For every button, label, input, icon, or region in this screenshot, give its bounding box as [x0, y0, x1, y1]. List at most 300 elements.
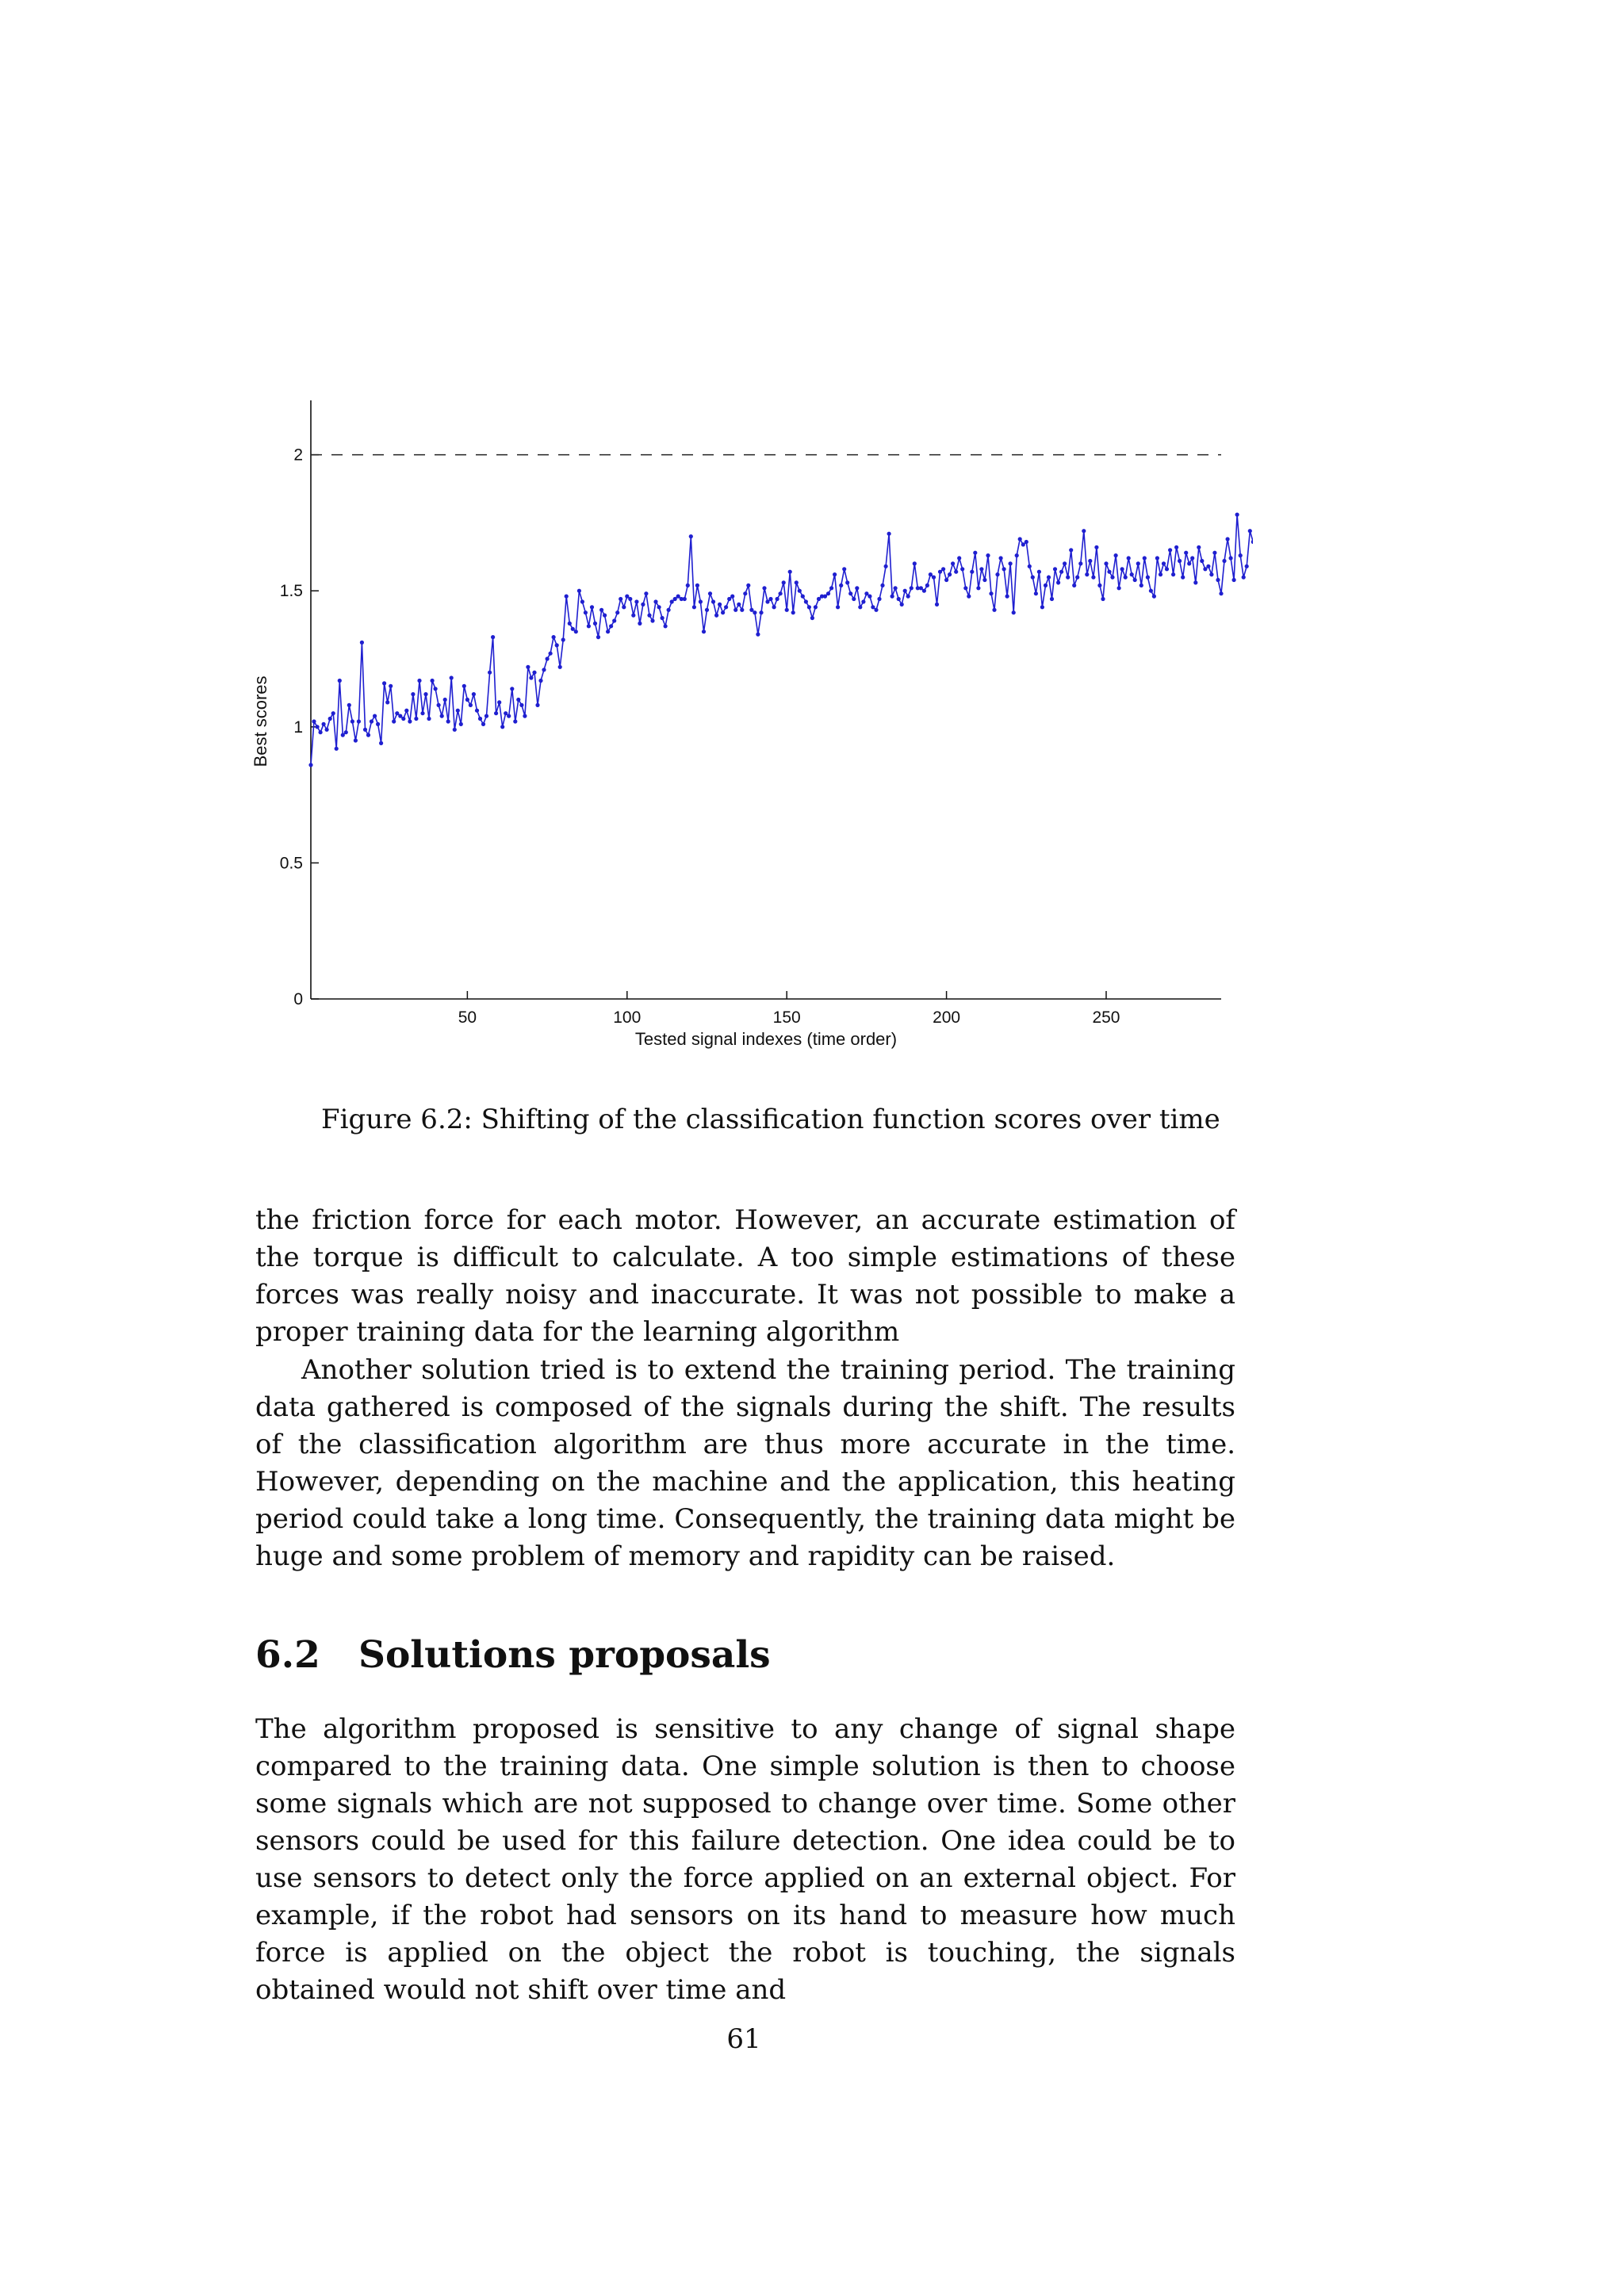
data-point: [1120, 567, 1124, 571]
data-point: [1069, 548, 1073, 552]
data-point: [584, 610, 588, 614]
data-point: [788, 570, 792, 574]
data-point: [558, 665, 562, 669]
data-point: [708, 591, 712, 595]
data-point: [1002, 567, 1006, 571]
data-point: [408, 719, 412, 723]
data-point: [791, 610, 795, 614]
data-point: [325, 728, 329, 732]
data-point: [785, 608, 789, 612]
data-point: [817, 597, 821, 601]
data-point: [884, 564, 888, 568]
data-point: [523, 714, 527, 718]
x-tick-label: 250: [1092, 1008, 1120, 1027]
data-point: [513, 719, 517, 723]
page-number: 61: [726, 2023, 761, 2055]
data-point: [510, 687, 514, 691]
data-point: [494, 711, 498, 715]
data-point: [443, 698, 447, 702]
data-point: [702, 629, 706, 633]
data-point: [542, 668, 546, 672]
data-point: [801, 595, 805, 599]
data-point: [446, 719, 450, 723]
data-point: [538, 679, 542, 683]
section-title: Solutions proposals: [358, 1633, 771, 1677]
data-point: [836, 605, 840, 609]
data-point: [341, 733, 345, 737]
data-point: [938, 570, 942, 574]
data-point: [1187, 561, 1191, 565]
data-point: [462, 684, 466, 688]
data-point: [759, 610, 763, 614]
data-point: [906, 595, 910, 599]
figure-chart: [238, 388, 1253, 1070]
data-point: [1066, 576, 1070, 580]
line-chart: [238, 388, 1253, 1070]
data-point: [376, 722, 380, 726]
data-point: [497, 700, 501, 704]
data-point: [1219, 591, 1223, 595]
data-point: [1155, 556, 1159, 560]
data-point: [469, 703, 473, 707]
data-point: [1097, 584, 1101, 587]
data-point: [615, 610, 619, 614]
data-point: [848, 591, 852, 595]
data-point: [1229, 556, 1233, 560]
data-point: [1009, 561, 1013, 565]
data-point: [667, 608, 671, 612]
data-point: [1248, 529, 1252, 533]
data-point: [880, 584, 884, 587]
data-point: [1056, 580, 1060, 584]
x-tick-label: 200: [933, 1008, 961, 1027]
data-point: [622, 605, 626, 609]
data-point: [891, 595, 894, 599]
data-point: [903, 589, 907, 593]
data-point: [1130, 572, 1134, 576]
data-point: [935, 603, 939, 607]
data-point: [727, 597, 731, 601]
data-point: [535, 703, 539, 707]
data-point: [395, 711, 399, 715]
data-point: [335, 747, 339, 751]
data-point: [941, 567, 945, 571]
data-point: [552, 635, 556, 639]
data-point: [1025, 540, 1028, 544]
data-point: [1226, 537, 1230, 541]
x-tick-label: 150: [772, 1008, 801, 1027]
data-point: [1015, 553, 1019, 557]
data-point: [1085, 572, 1089, 576]
data-point: [434, 687, 438, 691]
data-point: [392, 719, 396, 723]
series-group: [308, 447, 1253, 767]
data-point: [1216, 578, 1220, 582]
data-point: [772, 605, 776, 609]
data-point: [823, 595, 827, 599]
data-point: [488, 671, 492, 675]
data-point: [1251, 540, 1253, 544]
data-point: [363, 728, 367, 732]
data-point: [1181, 576, 1185, 580]
data-point: [526, 665, 530, 669]
data-point: [1143, 556, 1147, 560]
data-point: [1242, 576, 1246, 580]
data-point: [420, 711, 424, 715]
y-tick-label: 2: [293, 446, 303, 465]
data-point: [382, 681, 386, 685]
data-point: [1190, 556, 1194, 560]
data-point: [360, 641, 364, 645]
data-point: [1053, 567, 1057, 571]
data-point: [1235, 513, 1239, 517]
data-point: [711, 599, 715, 603]
data-point: [1136, 561, 1140, 565]
data-point: [431, 679, 435, 683]
data-point: [411, 692, 415, 696]
data-point: [1072, 584, 1076, 587]
data-point: [970, 570, 974, 574]
data-point: [1063, 561, 1067, 565]
data-point: [440, 714, 444, 718]
data-point: [373, 714, 377, 718]
data-point: [1212, 551, 1216, 555]
data-point: [1171, 572, 1175, 576]
data-point: [312, 719, 316, 723]
data-point: [1114, 553, 1118, 557]
data-point: [344, 730, 348, 734]
data-point: [929, 572, 933, 576]
y-tick-label: 0.5: [279, 854, 303, 873]
data-point: [740, 608, 744, 612]
data-point: [587, 624, 591, 628]
data-point: [638, 622, 642, 626]
data-point: [561, 637, 565, 641]
data-point: [954, 570, 958, 574]
data-point: [730, 595, 734, 599]
data-point: [657, 605, 661, 609]
data-point: [1232, 578, 1236, 582]
data-point: [612, 618, 616, 622]
data-point: [519, 703, 523, 707]
data-point: [839, 584, 843, 587]
data-point: [555, 643, 559, 647]
data-point: [989, 591, 993, 595]
data-point: [481, 722, 485, 726]
data-point: [580, 599, 584, 603]
data-point: [1028, 564, 1032, 568]
data-point: [1082, 529, 1086, 533]
data-point: [504, 711, 508, 715]
data-point: [1078, 561, 1082, 565]
data-point: [423, 692, 427, 696]
data-point: [695, 584, 699, 587]
data-point: [999, 556, 1003, 560]
data-point: [385, 700, 389, 704]
data-point: [529, 675, 533, 679]
data-point: [319, 730, 323, 734]
data-point: [1018, 537, 1022, 541]
data-point: [475, 709, 479, 713]
data-point: [963, 586, 967, 590]
data-point: [516, 698, 520, 702]
data-point: [401, 717, 405, 721]
data-point: [1245, 564, 1249, 568]
data-point: [1146, 576, 1150, 580]
data-point: [1209, 572, 1213, 576]
data-point: [951, 561, 955, 565]
y-tick-label: 1.5: [279, 582, 303, 601]
data-point: [910, 586, 914, 590]
data-point: [724, 605, 728, 609]
data-point: [922, 589, 926, 593]
data-point: [705, 608, 709, 612]
data-point: [1178, 559, 1182, 563]
data-point: [858, 605, 862, 609]
data-point: [354, 738, 358, 742]
data-point: [366, 733, 370, 737]
data-point: [779, 591, 783, 595]
data-point: [676, 595, 680, 599]
x-tick-label: 50: [458, 1008, 477, 1027]
data-point: [919, 586, 923, 590]
data-point: [814, 605, 818, 609]
data-point: [1197, 545, 1201, 549]
data-point: [596, 635, 600, 639]
data-point: [491, 635, 495, 639]
data-point: [982, 578, 986, 582]
data-point: [807, 605, 811, 609]
data-point: [795, 580, 799, 584]
data-point: [1059, 570, 1063, 574]
data-point: [948, 572, 952, 576]
data-point: [628, 597, 632, 601]
data-point: [673, 597, 677, 601]
data-point: [721, 610, 725, 614]
data-point: [749, 608, 753, 612]
data-point: [894, 586, 898, 590]
data-point: [568, 622, 572, 626]
data-point: [1034, 591, 1038, 595]
data-point: [631, 614, 635, 618]
data-point: [574, 629, 578, 633]
data-point: [699, 599, 703, 603]
data-point: [565, 595, 569, 599]
data-point: [833, 572, 837, 576]
body-paragraph-3: The algorithm proposed is sensitive to any change of signal shape compared to the training data. One simple solution is then to choose some signals which are not supposed to change over time. Some other sensors could be used for this failure detection. One idea could be to use sensors to detect only the force applied on an external object. For example, if the robot had sensors on its hand to measure how much force is applied on the object the robot is touching, the signals obtained would not shift over time and: [255, 1713, 1235, 2006]
data-point: [641, 603, 645, 607]
section-heading: [255, 1633, 771, 1678]
data-point: [753, 610, 756, 614]
data-point: [328, 717, 332, 721]
data-point: [1206, 564, 1210, 568]
data-point: [571, 627, 575, 631]
data-point: [864, 591, 868, 595]
data-point: [1021, 542, 1025, 546]
data-point: [686, 584, 690, 587]
data-point: [1149, 589, 1153, 593]
data-point: [957, 556, 961, 560]
data-point: [845, 580, 849, 584]
data-point: [718, 603, 722, 607]
data-point: [1094, 545, 1098, 549]
data-point: [979, 567, 983, 571]
data-point: [1159, 572, 1162, 576]
data-point: [417, 679, 421, 683]
data-point: [1152, 595, 1156, 599]
data-point: [1174, 545, 1178, 549]
data-point: [606, 629, 610, 633]
data-point: [316, 725, 320, 729]
data-point: [855, 586, 859, 590]
data-point: [756, 633, 760, 637]
data-point: [661, 616, 665, 620]
data-point: [1050, 597, 1054, 601]
data-point: [456, 709, 460, 713]
data-point: [1107, 570, 1111, 574]
data-point: [1047, 576, 1051, 580]
data-point: [897, 597, 901, 601]
data-point: [331, 711, 335, 715]
data-point: [1127, 556, 1131, 560]
data-point: [478, 717, 482, 721]
data-point: [877, 597, 881, 601]
data-point: [370, 719, 373, 723]
data-point: [398, 714, 402, 718]
data-point: [437, 703, 441, 707]
data-point: [1239, 553, 1243, 557]
x-tick-label: 100: [613, 1008, 642, 1027]
data-point: [900, 603, 904, 607]
data-point: [976, 586, 980, 590]
y-axis-title: Best scores: [251, 675, 270, 767]
data-point: [647, 614, 651, 618]
data-point: [746, 584, 750, 587]
y-tick-label: 1: [293, 718, 303, 737]
data-point: [507, 714, 511, 718]
data-point: [546, 656, 550, 660]
data-point: [634, 599, 638, 603]
data-point: [842, 567, 846, 571]
data-point: [653, 599, 657, 603]
data-point: [1101, 597, 1105, 601]
data-point: [1203, 567, 1207, 571]
data-point: [1075, 576, 1079, 580]
data-point: [1193, 580, 1197, 584]
data-point: [762, 586, 766, 590]
data-point: [625, 595, 629, 599]
data-point: [1088, 559, 1092, 563]
data-point: [776, 597, 779, 601]
data-point: [829, 586, 833, 590]
data-point: [1162, 561, 1166, 565]
data-point: [852, 597, 856, 601]
data-point: [743, 591, 747, 595]
data-point: [472, 692, 476, 696]
section-number: 6.2: [255, 1633, 320, 1677]
data-point: [1012, 610, 1016, 614]
data-point: [1222, 559, 1226, 563]
data-point: [1091, 576, 1095, 580]
data-point: [1184, 551, 1188, 555]
data-point: [689, 534, 693, 538]
data-point: [992, 608, 996, 612]
data-point: [913, 561, 917, 565]
data-point: [650, 618, 654, 622]
data-point: [1031, 576, 1035, 580]
data-point: [1133, 578, 1137, 582]
data-point: [967, 595, 971, 599]
data-point: [1037, 570, 1041, 574]
data-point: [782, 580, 786, 584]
data-point: [670, 599, 674, 603]
data-point: [768, 597, 772, 601]
data-point: [485, 714, 488, 718]
x-axis-title: Tested signal indexes (time order): [634, 1029, 898, 1049]
data-point: [798, 589, 802, 593]
data-point: [619, 597, 622, 601]
data-point: [465, 698, 469, 702]
data-point: [644, 591, 648, 595]
data-point: [692, 605, 696, 609]
data-point: [404, 709, 408, 713]
data-point: [599, 608, 603, 612]
data-point: [683, 597, 687, 601]
data-point: [347, 703, 351, 707]
data-point: [1117, 586, 1121, 590]
data-point: [357, 719, 361, 723]
data-point: [338, 679, 342, 683]
data-point: [459, 722, 463, 726]
data-point: [389, 684, 393, 688]
data-point: [871, 605, 875, 609]
body-paragraph-2: Another solution tried is to extend the training period. The training data gathered is composed of the signals during the shift. The results of the classification algorithm are thus more accurate in the time. However, depending on the machine and the application, this heating period could take a long time. Consequently, the training data might be huge and some problem of memory and rapidity can be raised.: [255, 1354, 1235, 1572]
data-point: [887, 532, 891, 536]
data-point: [549, 652, 553, 656]
data-point: [960, 567, 964, 571]
data-point: [1104, 561, 1108, 565]
data-point: [322, 722, 326, 726]
data-point: [861, 599, 865, 603]
data-point: [308, 763, 312, 767]
data-point: [664, 624, 668, 628]
body-paragraph-1: the friction force for each motor. However, an accurate estimation of the torque is difficult to calculate. A too simple estimations of these forces was really noisy and inaccurate. It was not possible to make a proper training data for the learning algorithm: [255, 1204, 1235, 1348]
data-point: [810, 616, 814, 620]
y-tick-label: 0: [293, 990, 303, 1008]
data-point: [714, 614, 718, 618]
figure-caption: Figure 6.2: Shifting of the classification function scores over time: [321, 1104, 1220, 1135]
data-point: [350, 719, 354, 723]
data-point: [804, 599, 808, 603]
data-point: [603, 614, 607, 618]
data-point: [1110, 576, 1114, 580]
data-point: [944, 578, 948, 582]
data-point: [733, 608, 737, 612]
data-point: [874, 608, 878, 612]
data-point: [868, 595, 871, 599]
series-line: [311, 450, 1253, 765]
data-point: [995, 572, 999, 576]
data-point: [826, 591, 830, 595]
data-point: [427, 717, 431, 721]
data-point: [932, 576, 936, 580]
data-point: [590, 605, 594, 609]
data-point: [925, 584, 929, 587]
data-point: [1200, 559, 1204, 563]
data-point: [532, 671, 536, 675]
data-point: [500, 725, 504, 729]
data-point: [1005, 595, 1009, 599]
